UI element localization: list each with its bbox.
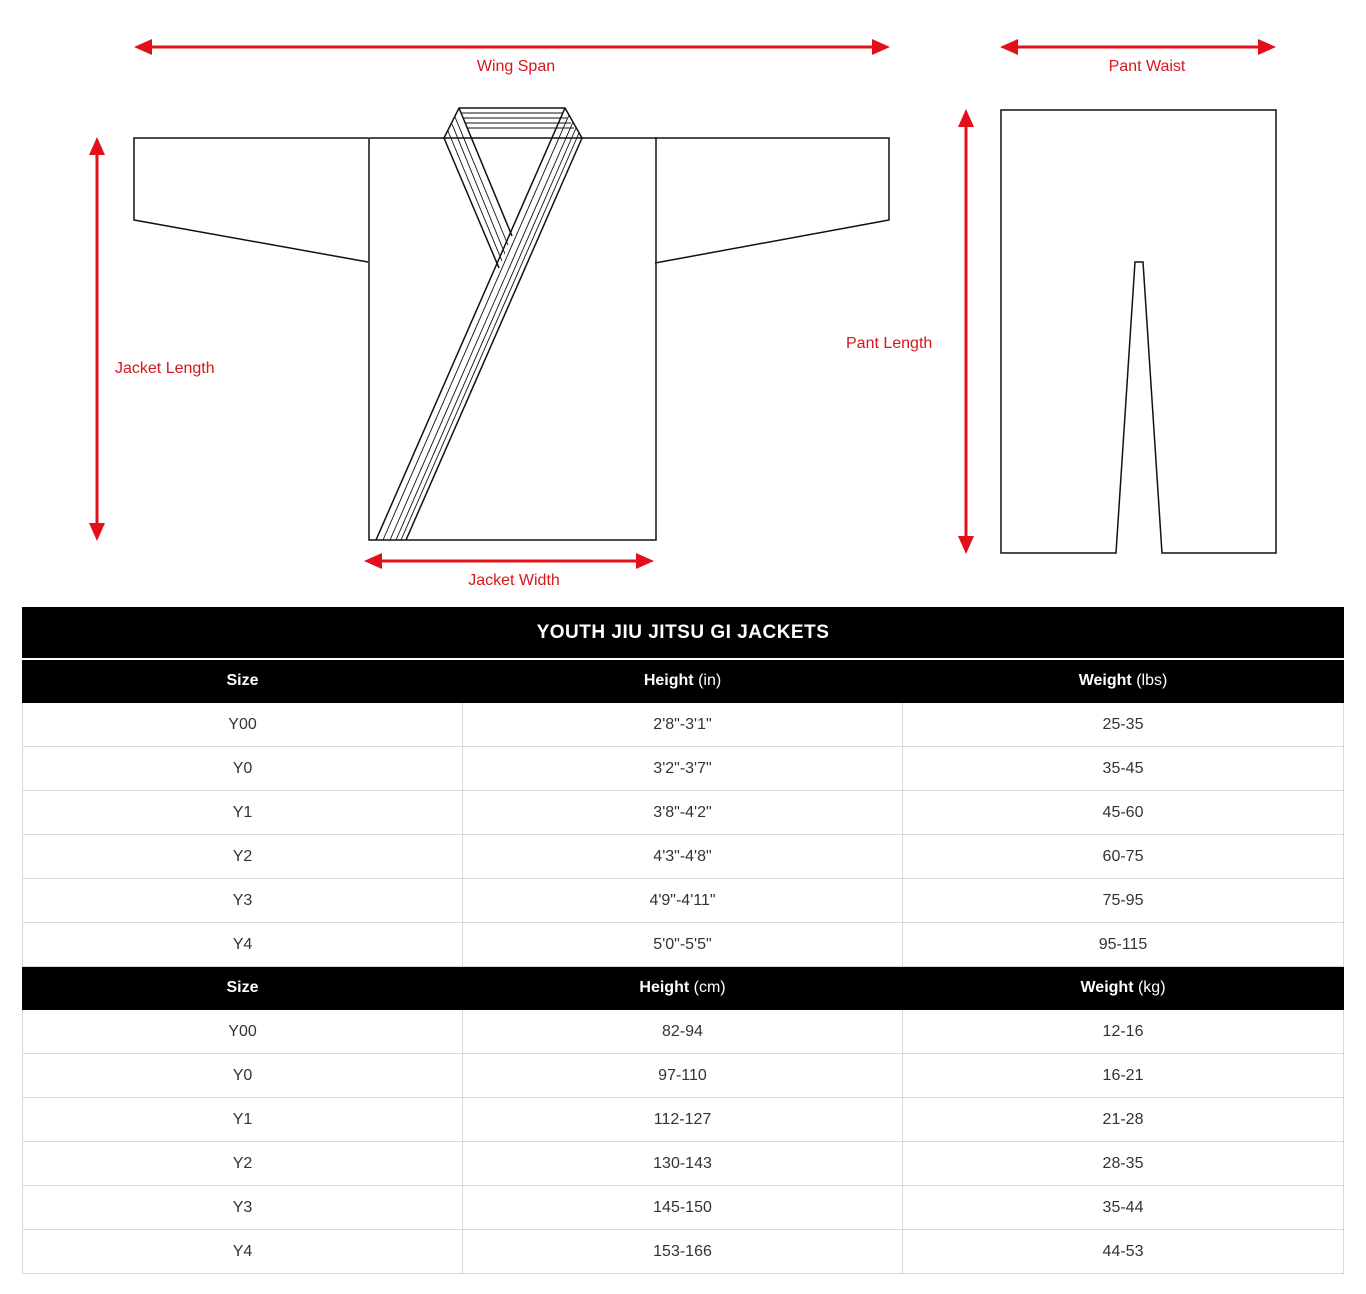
height-header-unit: (in) (698, 672, 722, 689)
jacket-width-arrow (364, 553, 654, 569)
size-cell: Y00 (23, 1010, 463, 1054)
pant-waist-label: Pant Waist (1108, 58, 1186, 75)
weight-header-unit: (lbs) (1136, 672, 1168, 689)
height-cell: 145-150 (463, 1186, 903, 1230)
size-header: Size (23, 967, 463, 1010)
size-cell: Y4 (23, 1230, 463, 1274)
height-cell: 153-166 (463, 1230, 903, 1274)
height-header (463, 659, 903, 703)
wing-span-arrow (134, 39, 890, 55)
imperial-header-row (23, 659, 1344, 703)
weight-cell: 75-95 (903, 879, 1344, 923)
jacket-width-label: Jacket Width (468, 572, 560, 589)
table-row (23, 703, 1344, 747)
weight-header-label: Weight (1080, 979, 1134, 996)
height-cell: 4'3"-4'8" (463, 835, 903, 879)
weight-cell: 25-35 (903, 703, 1344, 747)
height-header-label: Height (643, 672, 694, 689)
size-cell: Y00 (23, 703, 463, 747)
weight-cell: 16-21 (903, 1054, 1344, 1098)
height-header-label: Height (639, 979, 690, 996)
weight-cell: 44-53 (903, 1230, 1344, 1274)
pants-illustration (1001, 110, 1276, 553)
size-cell: Y2 (23, 835, 463, 879)
pant-length-label: Pant Length (846, 335, 933, 352)
jacket-length-arrow (89, 137, 105, 541)
size-cell: Y0 (23, 1054, 463, 1098)
weight-cell: 12-16 (903, 1010, 1344, 1054)
height-cell: 112-127 (463, 1098, 903, 1142)
height-cell: 97-110 (463, 1054, 903, 1098)
weight-header (903, 659, 1344, 703)
height-header-unit: (cm) (693, 979, 726, 996)
height-cell: 82-94 (463, 1010, 903, 1054)
pant-length-arrow (958, 109, 974, 554)
weight-cell: 21-28 (903, 1098, 1344, 1142)
weight-header (903, 967, 1344, 1010)
weight-cell: 28-35 (903, 1142, 1344, 1186)
table-row (23, 791, 1344, 835)
table-row (23, 923, 1344, 967)
table-row (23, 835, 1344, 879)
size-cell: Y2 (23, 1142, 463, 1186)
table-row (23, 1010, 1344, 1054)
jacket-illustration (134, 108, 889, 540)
height-cell: 2'8"-3'1" (463, 703, 903, 747)
table-title-row (23, 608, 1344, 660)
table-row (23, 1230, 1344, 1274)
height-cell: 4'9"-4'11" (463, 879, 903, 923)
table-row (23, 879, 1344, 923)
table-row (23, 747, 1344, 791)
weight-cell: 60-75 (903, 835, 1344, 879)
wing-span-label: Wing Span (476, 58, 556, 75)
weight-header-label: Weight (1078, 672, 1132, 689)
table-row (23, 1054, 1344, 1098)
weight-cell: 35-45 (903, 747, 1344, 791)
size-cell: Y3 (23, 1186, 463, 1230)
height-cell: 3'2"-3'7" (463, 747, 903, 791)
table-row (23, 1098, 1344, 1142)
metric-header-row (23, 967, 1344, 1010)
height-cell: 3'8"-4'2" (463, 791, 903, 835)
pant-waist-arrow (1000, 39, 1276, 55)
table-title: YOUTH JIU JITSU GI JACKETS (23, 608, 1344, 660)
size-cell: Y1 (23, 791, 463, 835)
size-cell: Y1 (23, 1098, 463, 1142)
weight-cell: 95-115 (903, 923, 1344, 967)
weight-cell: 35-44 (903, 1186, 1344, 1230)
height-cell: 5'0"-5'5" (463, 923, 903, 967)
jacket-length-label: Jacket Length (115, 360, 215, 377)
height-cell: 130-143 (463, 1142, 903, 1186)
size-header: Size (23, 659, 463, 703)
weight-cell: 45-60 (903, 791, 1344, 835)
size-cell: Y0 (23, 747, 463, 791)
height-header (463, 967, 903, 1010)
size-chart-table (22, 607, 1344, 1274)
size-cell: Y4 (23, 923, 463, 967)
table-row (23, 1186, 1344, 1230)
measurement-diagram (0, 0, 1366, 600)
weight-header-unit: (kg) (1137, 979, 1166, 996)
size-cell: Y3 (23, 879, 463, 923)
table-row (23, 1142, 1344, 1186)
